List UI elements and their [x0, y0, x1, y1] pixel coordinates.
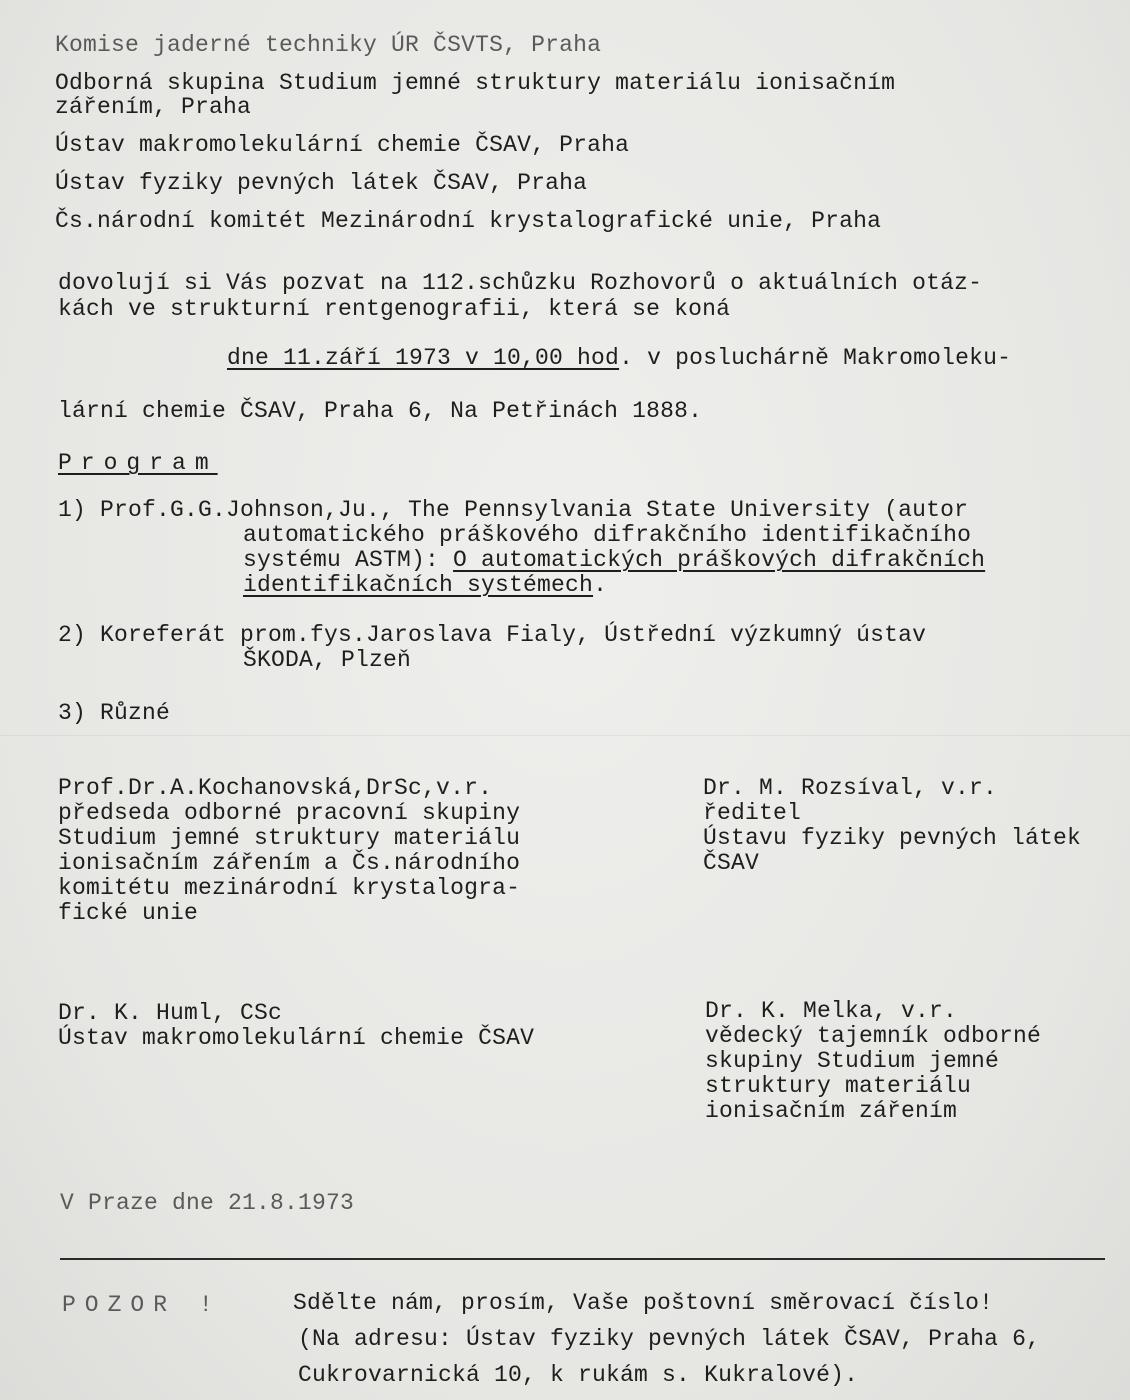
divider-rule — [60, 1258, 1105, 1260]
notice-line-3: Cukrovarnická 10, k rukám s. Kukralové). — [298, 1362, 859, 1388]
signature-left-1-line-5: komitétu mezinárodní krystalogra- — [58, 875, 521, 901]
signature-right-2-line-3: skupiny Studium jemné — [705, 1048, 1000, 1074]
signature-right-2-line-4: struktury materiálu — [705, 1073, 972, 1099]
signature-right-1-line-2: ředitel — [703, 800, 802, 826]
program-item-2-line-2: ŠKODA, Plzeň — [243, 647, 412, 673]
notice-line-2: (Na adresu: Ústav fyziky pevných látek ČSAV, Praha 6, — [298, 1326, 1041, 1352]
invitation-line-2: kách ve strukturní rentgenografii, která se koná — [58, 296, 731, 322]
program-item-1-system: systému ASTM): — [243, 547, 454, 573]
signature-left-2-line-1: Dr. K. Huml, CSc — [58, 1000, 283, 1026]
program-item-1-line-2: automatického práškového difrakčního identifikačního — [243, 522, 972, 548]
org-line-2b: zářením, Praha — [55, 94, 252, 120]
signature-right-1-line-1: Dr. M. Rozsíval, v.r. — [703, 775, 998, 801]
signature-right-1-line-3: Ústavu fyziky pevných látek — [703, 825, 1082, 851]
notice-line-1: Sdělte nám, prosím, Vaše poštovní směrovací číslo! — [293, 1290, 994, 1316]
lecture-title-part-2: identifikačních systémech — [243, 572, 594, 598]
program-heading: Program — [58, 450, 218, 476]
meeting-place-line: lární chemie ČSAV, Praha 6, Na Petřinách 1888. — [58, 398, 703, 424]
signature-left-1-line-2: předseda odborné pracovní skupiny — [58, 800, 521, 826]
signature-right-2-line-2: vědecký tajemník odborné — [705, 1023, 1042, 1049]
signature-right-2-line-5: ionisačním zářením — [705, 1098, 958, 1124]
org-line-4: Ústav fyziky pevných látek ČSAV, Praha — [55, 170, 588, 196]
meeting-date: dne 11.září 1973 v 10,00 hod — [227, 345, 620, 371]
dateline: V Praze dne 21.8.1973 — [60, 1190, 355, 1216]
program-item-1-line-4 — [243, 572, 607, 598]
program-item-1-line-3 — [243, 547, 985, 573]
signature-left-1-line-1: Prof.Dr.A.Kochanovská,DrSc,v.r. — [58, 775, 493, 801]
program-item-2-line-1: 2) Koreferát prom.fys.Jaroslava Fialy, Ústřední výzkumný ústav — [58, 622, 927, 648]
meeting-place-start: . v posluchárně Makromoleku- — [619, 345, 1012, 371]
signature-right-1-line-4: ČSAV — [703, 850, 760, 876]
signature-left-1-line-6: fické unie — [58, 900, 199, 926]
org-line-2a: Odborná skupina Studium jemné struktury materiálu ionisačním — [55, 70, 896, 96]
meeting-date-line — [227, 345, 1011, 371]
signature-left-1-line-3: Studium jemné struktury materiálu — [58, 825, 521, 851]
signature-left-1-line-4: ionisačním zářením a Čs.národního — [58, 850, 521, 876]
org-line-1: Komise jaderné techniky ÚR ČSVTS, Praha — [55, 32, 602, 58]
notice-label: POZOR ! — [62, 1292, 222, 1318]
program-item-1-line-1: 1) Prof.G.G.Johnson,Ju., The Pennsylvania State University (autor — [58, 497, 969, 523]
program-item-3: 3) Různé — [58, 700, 171, 726]
org-line-5: Čs.národní komitét Mezinárodní krystalografické unie, Praha — [55, 208, 882, 234]
lecture-title-end: . — [593, 572, 608, 598]
org-line-3: Ústav makromolekulární chemie ČSAV, Praha — [55, 132, 630, 158]
signature-left-2-line-2: Ústav makromolekulární chemie ČSAV — [58, 1025, 535, 1051]
signature-right-2-line-1: Dr. K. Melka, v.r. — [705, 998, 958, 1024]
invitation-line-1: dovolují si Vás pozvat na 112.schůzku Rozhovorů o aktuálních otáz- — [58, 270, 983, 296]
lecture-title-part-1: O automatických práškových difrakčních — [453, 547, 986, 573]
paper-fold — [0, 735, 1130, 736]
